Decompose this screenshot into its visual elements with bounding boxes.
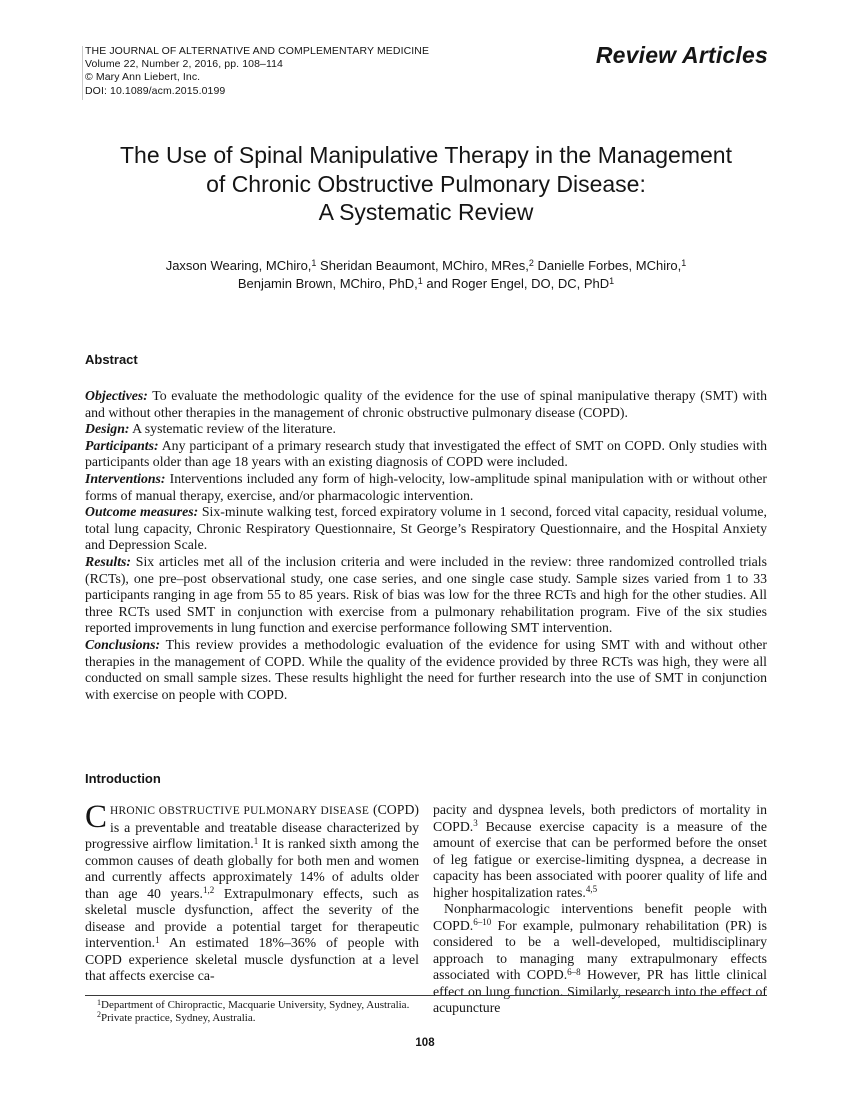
abstract-results: Results: Six articles met all of the inclusion criteria and were included in the review: three randomized controlled trials (RCTs), one pre–post observational study, one case series, and one single case study. Sample sizes varied from 1 to 33 participants ranging in age from 55 to 85 years. Risk of bias was low for the three RCTs and high for the other studies. All three RCTs used SMT in conjunction with exercise from a pulmonary rehabilitation program. Five of the six studies reported improvements in lung function and exercise performance following SMT intervention. xyxy=(85,553,767,636)
journal-copyright: © Mary Ann Liebert, Inc. xyxy=(85,71,201,84)
affiliation-2: $^2$Private practice, Sydney, Australia. xyxy=(97,1010,256,1024)
author-list xyxy=(85,257,767,293)
abstract-heading: Abstract xyxy=(85,352,138,367)
abstract-objectives: Objectives: To evaluate the methodologic quality of the evidence for the use of spinal manipulative therapy (SMT) with and without other therapies in the management of chronic obstructive pulmonary disease (COPD). xyxy=(85,388,767,420)
author-line-2: Benjamin Brown, MChiro, PhD,$^1$ and Roger Engel, DO, DC, PhD$^1$ xyxy=(237,275,615,291)
abstract-interventions: Interventions: Interventions included any form of high-velocity, low-amplitude spinal manipulation with or without other forms of manual therapy, exercise, and/or pharmacologic intervention. xyxy=(85,470,767,503)
intro-paragraph-1 xyxy=(85,799,419,985)
intro-paragraph-1-text: HRONIC OBSTRUCTIVE PULMONARY DISEASE (COPD) is a preventable and treatable disease characterized by progressive airflow limitation.$^1$ It is ranked sixth among the common causes of death globally for both men and women and currently affects approximately 14% of adults older than age 40 years.$^{1,2}$ Extrapulmonary effects, such as skeletal muscle dysfunction, affect the severity of the disease and provide a potential target for therapeutic intervention.$^1$ An estimated 18%–36% of people with COPD experience skeletal muscle dysfunction at a level that affects exercise ca- xyxy=(85,802,419,983)
drop-cap: C xyxy=(85,799,108,835)
article-title-line-2: of Chronic Obstructive Pulmonary Disease: xyxy=(206,170,646,197)
left-column xyxy=(85,799,419,1017)
affiliation-footnotes xyxy=(97,999,767,1025)
journal-header xyxy=(85,45,429,98)
journal-doi: DOI: 10.1089/acm.2015.0199 xyxy=(85,84,226,97)
right-column xyxy=(433,802,767,1017)
abstract-outcome-measures: Outcome measures: Six-minute walking test, forced expiratory volume in 1 second, forced vital capacity, residual volume, total lung capacity, Chronic Respiratory Questionnaire, St George’s Respiratory Questionnaire, and the Hospital Anxiety and Depression Scale. xyxy=(85,504,767,553)
intro-paragraph-2: Nonpharmacologic interventions benefit people with COPD.$^{6-10}$ For example, pulmonary rehabilitation (PR) is considered to be a well-developed, multidisciplinary approach to managing many extrapulmonary effects associated with COPD.$^{6-8}$ However, PR has little clinical effect on lung function. Similarly, research into the effect of acupuncture xyxy=(433,901,767,1015)
article-title xyxy=(85,141,767,227)
abstract-section xyxy=(85,352,767,703)
introduction-section xyxy=(85,771,767,1017)
abstract-body xyxy=(85,388,767,703)
article-title-line-1: The Use of Spinal Manipulative Therapy in the Management xyxy=(120,142,732,168)
abstract-participants: Participants: Any participant of a primary research study that investigated the effect of SMT on COPD. Only studies with participants older than age 18 years with an existing diagnosis of COPD were included. xyxy=(85,437,767,470)
scan-edge-artifact xyxy=(82,46,83,100)
intro-paragraph-1-continued: pacity and dyspnea levels, both predictors of mortality in COPD.$^3$ Because exercise capacity is a measure of the amount of exercise that can be performed before the onset of leg fatigue or exercise-limiting dyspnea, a decrease in capacity has been associated with poorer quality of life and higher hospitalization rates.$^{4,5}$ xyxy=(433,802,767,900)
page-number: 108 xyxy=(415,1037,435,1049)
journal-volume-info: Volume 22, Number 2, 2016, pp. 108–114 xyxy=(85,58,283,71)
introduction-heading: Introduction xyxy=(85,771,161,786)
abstract-conclusions: Conclusions: This review provides a methodologic evaluation of the evidence for using SMT with and without other therapies in the management of COPD. While the quality of the evidence provided by three RCTs was high, they were all conducted on small sample sizes. These results highlight the need for further research into the use of SMT in conjunction with exercise on people with COPD. xyxy=(85,636,767,702)
journal-name: THE JOURNAL OF ALTERNATIVE AND COMPLEMENTARY MEDICINE xyxy=(85,45,430,57)
section-label: Review Articles xyxy=(595,42,768,68)
two-column-body xyxy=(85,799,767,1017)
article-title-line-3: A Systematic Review xyxy=(318,199,534,225)
footnote-divider xyxy=(85,995,767,996)
affiliation-1: $^1$Department of Chiropractic, Macquarie University, Sydney, Australia. xyxy=(97,997,410,1011)
author-line-1: Jaxson Wearing, MChiro,$^1$ Sheridan Beaumont, MChiro, MRes,$^2$ Danielle Forbes, MChiro,$^1$ xyxy=(165,257,687,273)
abstract-design: Design: A systematic review of the literature. xyxy=(85,421,336,437)
